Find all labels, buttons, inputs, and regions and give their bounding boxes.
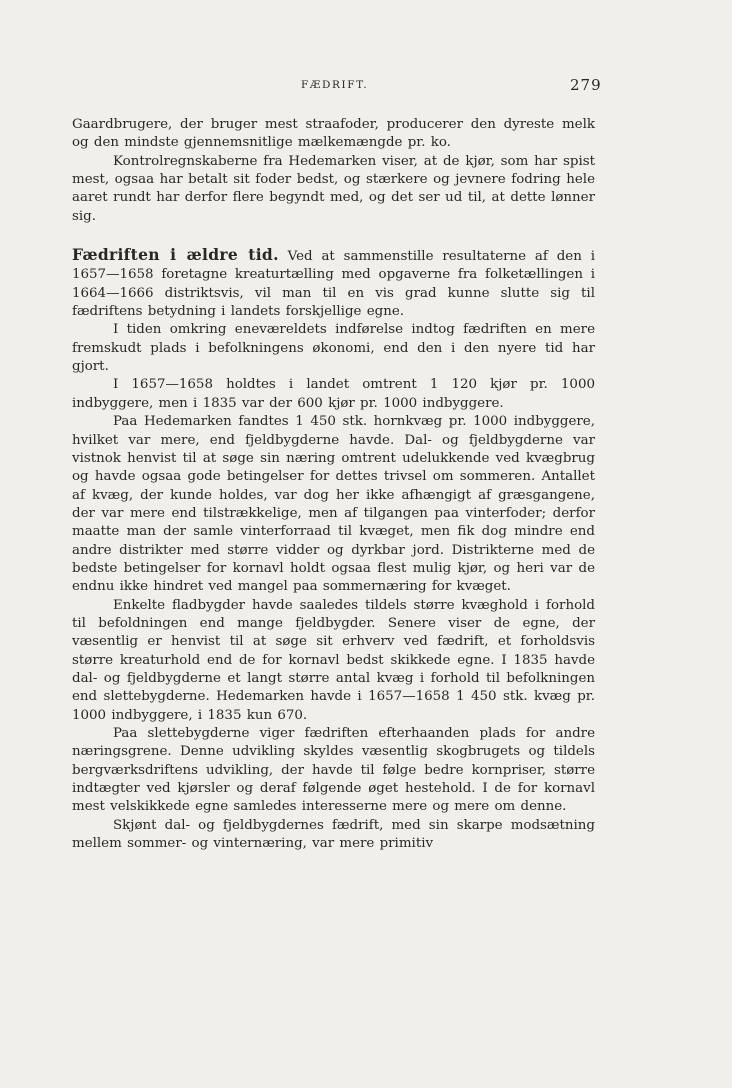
paragraph: Skjønt dal- og fjeldbygdernes fædrift, med sin skarpe modsætning mellem sommer- og vinternæring, var mere primitiv [72, 817, 595, 852]
running-title: FÆDRIFT. [301, 79, 369, 91]
page-header [0, 76, 732, 99]
section-intro-paragraph [72, 246, 595, 321]
paragraph: I tiden omkring eneværeldets indførelse indtog fædriften en mere fremskudt plads i befolkningens økonomi, end den i den nyere tid har gjort. [72, 322, 595, 375]
paragraph: Kontrolregnskaberne fra Hedemarken viser, at de kjør, som har spist mest, ogsaa har betalt sit foder bedst, og stærkere og jevnere fodring hele aaret rundt har derfor flere begyndt med, og det ser ud til, at dette lønner sig. [72, 153, 595, 224]
body-text [72, 116, 595, 853]
section-intro-text: Ved at sammenstille resultaterne af den i 1657—1658 foretagne kreaturtælling med opgaverne fra folketællingen i 1664—1666 distriktsvis, vil man til en vis grad kunne slutte sig til fædriftens betydning i landets forskjellige egne. [72, 249, 596, 320]
paragraph: I 1657—1658 holdtes i landet omtrent 1 120 kjør pr. 1000 indbyggere, men i 1835 var der 600 kjør pr. 1000 indbyggere. [72, 377, 595, 411]
paragraph: Enkelte fladbygder havde saaledes tildels større kvæghold i forhold til befoldningen end mange fjeldbygder. Senere viser de egne, der væsentlig er henvist til at søge sit erhverv ved fædrift, et forholdsvis større kreaturhold end de for kornavl bedst skikkede egne. I 1835 havde dal- og fjeldbygderne et langt større antal kvæg i forhold til befolkningen end slettebygderne. Hedemarken havde i 1657—1658 1 450 stk. kvæg pr. 1000 indbyggere, i 1835 kun 670. [72, 597, 595, 723]
paragraph: Paa slettebygderne viger fædriften efterhaanden plads for andre næringsgrene. Denne udvikling skyldes væsentlig skogbrugets og tildels bergværksdriftens udvikling, der havde til følge bedre kornpriser, større indtægter ved kjørsler og deraf følgende øget hestehold. I de for kornavl mest velskikkede egne samledes interesserne mere og mere om denne. [72, 726, 595, 815]
page-number: 279 [570, 76, 602, 94]
section-heading: Fædriften i ældre tid. [72, 245, 279, 265]
paragraph: Paa Hedemarken fandtes 1 450 stk. hornkvæg pr. 1000 indbyggere, hvilket var mere, end fjeldbygderne havde. Dal- og fjeldbygderne var vistnok henvist til at søge sin næring omtrent udelukkende ved kvægbrug og havde ogsaa gode betingelser for dettes trivsel om sommeren. Antallet af kvæg, der kunde holdes, var dog her ikke afhængigt af græsgangene, der var mere end tilstrækkelige, men af tilgangen paa vinterfoder; derfor maatte man der samle vinterforraad til kvæget, men fik dog mindre end andre distrikter med større vidder og dyrkbar jord. Distrikterne med de bedste betingelser for kornavl holdt ogsaa flest mulig kjør, og heri var de endnu ikke hindret ved mangel paa sommernæring for kvæget. [72, 414, 595, 595]
paragraph: Gaardbrugere, der bruger mest straafoder, producerer den dyreste melk og den mindste gjennemsnitlige mælkemængde pr. ko. [72, 117, 595, 151]
